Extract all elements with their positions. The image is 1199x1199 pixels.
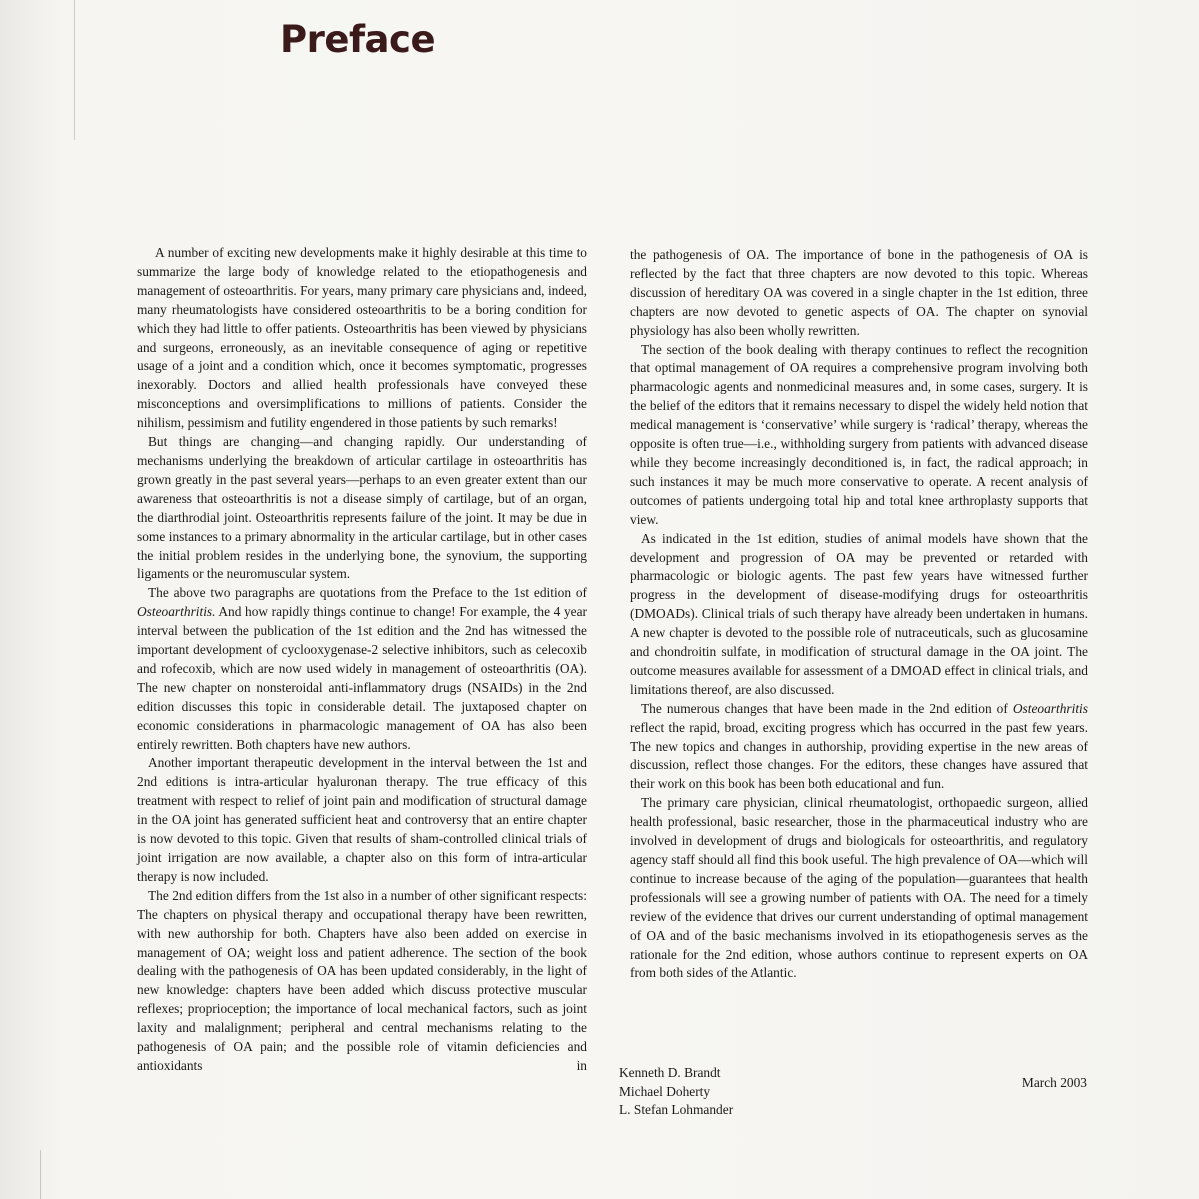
paragraph: The primary care physician, clinical rheumatologist, orthopaedic surgeon, allied health professional, basic researcher, those in the pharmaceutical industry who are involved in development of drugs and biologicals for osteoarthritis, and regulatory agency staff should all find this book useful. The high prevalence of OA—which will continue to increase because of the aging of the population—guarantees that health professionals will see a growing number of patients with OA. The need for a timely review of the evidence that drives our current understanding of optimal management of OA and of the basic mechanisms involved in its etiopathogenesis serves as the rationale for the 2nd edition, whose authors continue to represent experts on OA from both sides of the Atlantic. xyxy=(630,795,1088,981)
signature-block xyxy=(619,1064,1089,1120)
editor-name: Michael Doherty xyxy=(619,1083,711,1099)
page-fold-line xyxy=(74,0,75,140)
editor-name: L. Stefan Lohmander xyxy=(619,1102,734,1117)
paragraph: The section of the book dealing with therapy continues to reflect the recognition that optimal management of OA requires a comprehensive program involving both pharmacologic agents and nonmedicinal measures and, in some cases, surgery. It is the belief of the editors that it remains necessary to dispel the widely held notion that medical management is ‘conservative’ while surgery is ‘radical’ therapy, whereas the opposite is often true—i.e., withholding surgery from patients with advanced disease while they become increasingly deconditioned is, in fact, the radical approach; in such instances it may be much more conservative to operate. A recent analysis of outcomes of patients undergoing total hip and total knee arthroplasty supports that view. xyxy=(630,341,1088,527)
editor-names xyxy=(619,1064,1089,1120)
paragraph-text: reflect the rapid, broad, exciting progress which has occurred in the past few years. The new topics and changes in authorship, providing expertise in the new areas of discussion, reflect those changes. For the editors, these changes have assured that their work on this book has been both educational and fun. xyxy=(630,719,1088,792)
page-fold-line-bottom xyxy=(40,1150,41,1199)
paragraph xyxy=(630,700,1088,795)
left-text-column xyxy=(137,244,587,1076)
book-title-italic: Osteoarthritis. xyxy=(137,604,216,620)
paragraph: The 2nd edition differs from the 1st also in a number of other significant respects: The chapters on physical therapy and occupational therapy have been rewritten, with new authorship for both. Chapters have also been added on exercise in management of OA; weight loss and patient adherence. The section of the book dealing with the pathogenesis of OA has been updated considerably, in the light of new knowledge: chapters have been added which discuss protective muscular reflexes; proprioception; the importance of local mechanical factors, such as joint laxity and malalignment; peripheral and central mechanisms relating to the pathogenesis of OA pain; and the possible role of vitamin deficiencies and antioxidants in xyxy=(137,887,587,1073)
paragraph-text: And how rapidly things continue to change! For example, the 4 year interval between the publication of the 1st edition and the 2nd has witnessed the important development of cyclooxygenase-2 selective inhibitors, such as celecoxib and rofecoxib, which are now used widely in management of osteoarthritis (OA). The new chapter on nonsteroidal anti-inflammatory drugs (NSAIDs) in the 2nd edition discusses this topic in considerable detail. The juxtaposed chapter on economic considerations in pharmacologic management of OA has also been entirely rewritten. Both chapters have new authors. xyxy=(137,604,587,752)
paragraph: But things are changing—and changing rapidly. Our understanding of mechanisms underlying the breakdown of articular cartilage in osteoarthritis has grown greatly in the past several years—perhaps to an even greater extent than our awareness that osteoarthritis is not a disease simply of cartilage, but of an organ, the diarthrodial joint. Osteoarthritis represents failure of the joint. It may be due in some instances to a primary abnormality in the articular cartilage, but in other cases the initial problem resides in the underlying bone, the synovium, the supporting ligaments or the neuromuscular system. xyxy=(137,434,587,582)
right-text-column xyxy=(630,246,1088,983)
paragraph xyxy=(137,584,587,754)
page-title: Preface xyxy=(280,18,436,61)
paragraph: the pathogenesis of OA. The importance of bone in the pathogenesis of OA is reflected by the fact that three chapters are now devoted to this topic. Whereas discussion of hereditary OA was covered in a single chapter in the 1st edition, three chapters are now devoted to genetic aspects of OA. The chapter on synovial physiology has also been wholly rewritten. xyxy=(630,247,1088,338)
paragraph: As indicated in the 1st edition, studies of animal models have shown that the development and progression of OA may be prevented or retarded with pharmacologic or biologic agents. The past few years have witnessed further progress in the development of disease-modifying drugs for osteoarthritis (DMOADs). Clinical trials of such therapy have already been undertaken in humans. A new chapter is devoted to the possible role of nutraceuticals, such as glucosamine and chondroitin sulfate, in modification of structural damage in the OA joint. The outcome measures available for assessment of a DMOAD effect in clinical trials, and limitations thereof, are also discussed. xyxy=(630,530,1088,697)
paragraph-text: The above two paragraphs are quotations from the Preface to the 1st edition of xyxy=(148,585,587,601)
preface-date: March 2003 xyxy=(1021,1075,1087,1090)
paragraph: A number of exciting new developments make it highly desirable at this time to summarize the large body of knowledge related to the etiopathogenesis and management of osteoarthritis. For years, many primary care physicians and, indeed, many rheumatologists have considered osteoarthritis to be a boring condition for which they had little to offer patients. Osteoarthritis has been viewed by physicians and surgeons, erroneously, as an inevitable consequence of aging or repetitive usage of a joint and a condition which, once it becomes symptomatic, progresses inexorably. Doctors and allied health professionals have conveyed these misconceptions and oversimplifications to millions of patients. Consider the nihilism, pessimism and futility engendered in those patients by such remarks! xyxy=(137,245,587,431)
paragraph-text: The numerous changes that have been made in the 2nd edition of xyxy=(641,700,1013,716)
editor-name: Kenneth D. Brandt xyxy=(619,1065,721,1080)
paragraph: Another important therapeutic development in the interval between the 1st and 2nd editions is intra-articular hyaluronan therapy. The true efficacy of this treatment with respect to relief of joint pain and modification of structural damage in the OA joint has generated sufficient heat and controversy that an entire chapter is now devoted to this topic. Given that results of sham-controlled clinical trials of joint irrigation are now available, a chapter also on this form of intra-articular therapy is now included. xyxy=(137,755,587,884)
book-title-italic: Osteoarthritis xyxy=(1012,700,1088,716)
